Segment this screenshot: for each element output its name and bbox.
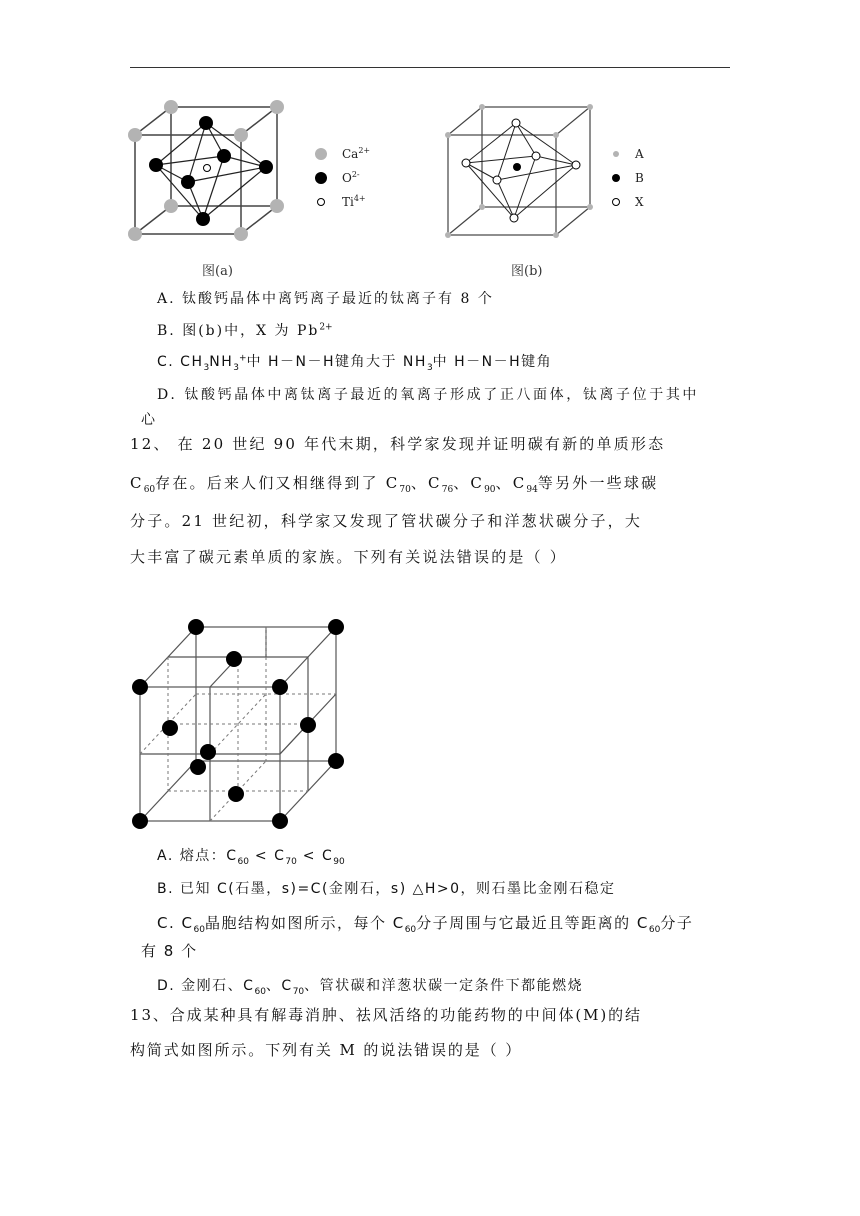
legend-a-o: $O^{2-}$ bbox=[342, 170, 360, 185]
q12-stem-line2: $C_{60}$存在。后来人们又相继得到了 $C_{70}$、$C_{76}$、$C_{90}$、$C_{94}$等另外一些球碳 bbox=[130, 474, 659, 495]
legend-a-ca: $Ca^{2+}$ bbox=[342, 146, 371, 161]
q12-option-b: B. 已知 C(石墨，s)=C(金刚石，s) △H>0，则石墨比金刚石稳定 bbox=[157, 881, 616, 897]
q12-option-c-line1: C. $C_{60}$晶胞结构如图所示，每个 $C_{60}$分子周围与它最近且等距离的 $C_{60}$分子 bbox=[157, 914, 694, 935]
q11-option-b: B. 图(b)中，X 为 $Pb^{2+}$ bbox=[157, 322, 333, 339]
legend-b-a: A bbox=[635, 147, 644, 161]
q11-option-c: C. $CH_3NH_3^+$中 H－N－H键角大于 $NH_3$中 H－N－H键角 bbox=[157, 353, 553, 373]
legend-a-ti: $Ti^{4+}$ bbox=[342, 194, 366, 209]
q12-stem-line3: 分子。21 世纪初，科学家又发现了管状碳分子和洋葱状碳分子，大 bbox=[130, 512, 643, 530]
q11-option-a: A. 钛酸钙晶体中离钙离子最近的钛离子有 8 个 bbox=[157, 291, 494, 307]
q11-option-d-line2: 心 bbox=[141, 412, 157, 428]
legend-b-b: B bbox=[635, 171, 644, 185]
q12-option-a: A. 熔点：$C_{60} < C_{70} < C_{90}$ bbox=[157, 848, 345, 867]
figure-b-caption: 图(b) bbox=[511, 264, 543, 279]
q11-option-d-line1: D. 钛酸钙晶体中离钛离子最近的氧离子形成了正八面体，钛离子位于其中 bbox=[157, 387, 700, 403]
figure-a-legend bbox=[310, 140, 390, 215]
figure-b-perovskite-cell bbox=[440, 95, 600, 245]
q12-stem-line1: 12、 在 20 世纪 90 年代末期，科学家发现并证明碳有新的单质形态 bbox=[130, 435, 666, 453]
header-rule bbox=[130, 67, 730, 68]
figure-b-legend bbox=[605, 140, 675, 215]
q13-stem-line2: 构简式如图所示。下列有关 M 的说法错误的是（ ） bbox=[130, 1041, 523, 1059]
figure-a-caption: 图(a) bbox=[202, 264, 233, 279]
q13-stem-line1: 13、合成某种具有解毒消肿、祛风活络的功能药物的中间体(M)的结 bbox=[130, 1006, 642, 1024]
q12-option-c-line2: 有 8 个 bbox=[141, 942, 198, 960]
q12-option-d: D. 金刚石、$C_{60}$、$C_{70}$、管状碳和洋葱状碳一定条件下都能燃烧 bbox=[157, 978, 584, 997]
q12-stem-line4: 大丰富了碳元素单质的家族。下列有关说法错误的是（ ） bbox=[130, 548, 567, 566]
legend-b-x: X bbox=[635, 195, 644, 209]
figure-a-perovskite-cell bbox=[125, 95, 295, 245]
c60-unit-cell-figure bbox=[128, 615, 348, 835]
